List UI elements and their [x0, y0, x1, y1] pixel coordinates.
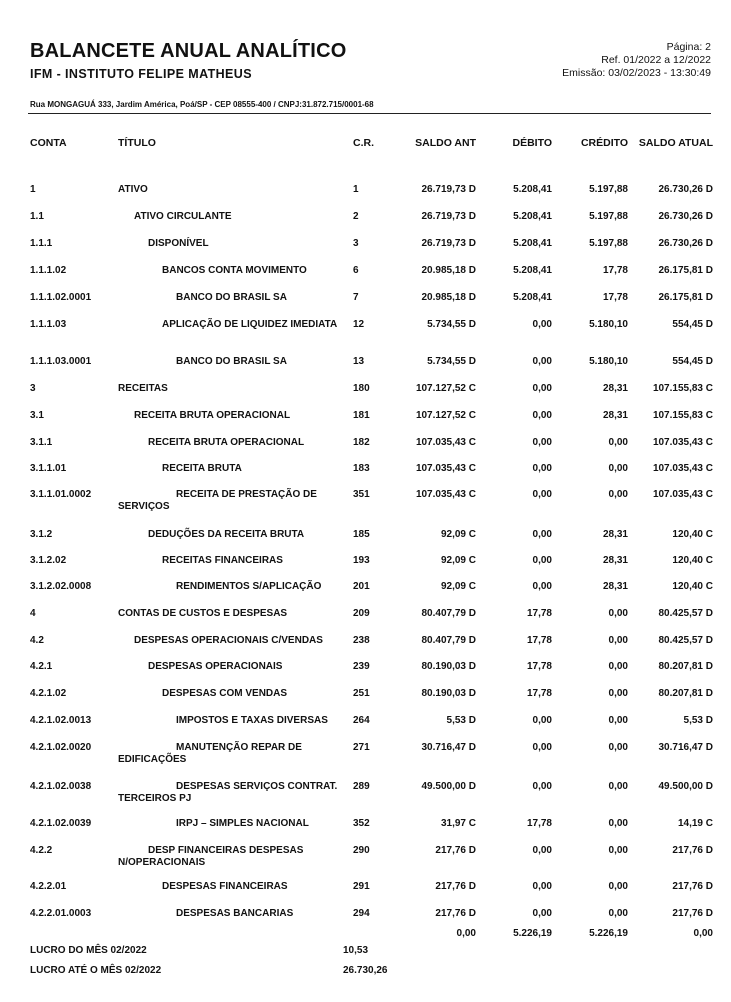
cr-code: 289: [353, 781, 370, 792]
cr-code: 290: [353, 845, 370, 856]
account-code: 1.1.1.03: [30, 319, 67, 330]
saldo-ant-value: 217,76 D: [435, 881, 476, 892]
account-code: 1.1.1: [30, 238, 53, 249]
account-title: DESP FINANCEIRAS DESPESAS N/OPERACIONAIS: [118, 845, 304, 868]
account-code: 4.2.1: [30, 661, 53, 672]
saldo-ant-value: 92,09 C: [440, 529, 476, 540]
report-title: BALANCETE ANUAL ANALÍTICO: [30, 40, 347, 62]
account-title: RECEITA BRUTA OPERACIONAL: [134, 410, 291, 421]
cr-code: 193: [353, 555, 370, 566]
saldo-ant-value: 92,09 C: [440, 581, 476, 592]
total-saldo-atual: 0,00: [693, 928, 713, 939]
saldo-ant-value: 20.985,18 D: [421, 292, 476, 303]
account-code: 4.2.2.01: [30, 881, 67, 892]
cr-code: 239: [353, 661, 370, 672]
saldo-ant-value: 49.500,00 D: [421, 781, 476, 792]
cr-code: 251: [353, 688, 370, 699]
cr-code: 2: [353, 211, 359, 222]
account-code: 4.2.1.02: [30, 688, 67, 699]
saldo-atual-value: 80.425,57 D: [658, 635, 713, 646]
saldo-atual-value: 80.207,81 D: [658, 688, 713, 699]
saldo-ant-value: 80.407,79 D: [421, 608, 476, 619]
debito-value: 0,00: [532, 529, 552, 540]
company-name: IFM - INSTITUTO FELIPE MATHEUS: [30, 67, 252, 81]
cr-code: 291: [353, 881, 370, 892]
cr-code: 352: [353, 818, 370, 829]
debito-value: 5.208,41: [513, 265, 552, 276]
debito-value: 0,00: [532, 715, 552, 726]
credito-value: 0,00: [608, 881, 628, 892]
credito-value: 0,00: [608, 688, 628, 699]
debito-value: 0,00: [532, 437, 552, 448]
credito-value: 28,31: [602, 555, 628, 566]
account-title: IMPOSTOS E TAXAS DIVERSAS: [176, 715, 328, 726]
cr-code: 294: [353, 908, 370, 919]
saldo-atual-value: 217,76 D: [672, 908, 713, 919]
cr-code: 271: [353, 742, 370, 753]
account-code: 3.1: [30, 410, 44, 421]
debito-value: 5.208,41: [513, 238, 552, 249]
account-code: 4.2.1.02.0020: [30, 742, 92, 753]
saldo-ant-value: 5,53 D: [446, 715, 476, 726]
account-title: ATIVO: [118, 184, 148, 195]
account-title: RECEITA BRUTA: [162, 463, 242, 474]
debito-value: 0,00: [532, 881, 552, 892]
debito-value: 0,00: [532, 383, 552, 394]
cr-code: 183: [353, 463, 370, 474]
saldo-ant-value: 107.127,52 C: [415, 383, 476, 394]
cr-code: 7: [353, 292, 359, 303]
saldo-ant-value: 107.035,43 C: [415, 463, 476, 474]
cr-code: 238: [353, 635, 370, 646]
account-title: APLICAÇÃO DE LIQUIDEZ IMEDIATA: [162, 319, 338, 330]
account-code: 4.2.1.02.0038: [30, 781, 92, 792]
credito-value: 5.180,10: [589, 356, 628, 367]
credito-value: 17,78: [602, 265, 628, 276]
credito-value: 28,31: [602, 383, 628, 394]
account-title: RECEITAS FINANCEIRAS: [162, 555, 283, 566]
cr-code: 180: [353, 383, 370, 394]
credito-value: 5.197,88: [589, 238, 628, 249]
account-title: BANCO DO BRASIL SA: [176, 292, 287, 303]
credito-value: 0,00: [608, 715, 628, 726]
column-header-debito: DÉBITO: [512, 137, 552, 149]
debito-value: 0,00: [532, 489, 552, 500]
column-header-saldo-atual: SALDO ATUAL: [638, 137, 713, 149]
account-code: 3.1.1.01: [30, 463, 67, 474]
account-title: IRPJ – SIMPLES NACIONAL: [176, 818, 309, 829]
account-code: 3.1.1.01.0002: [30, 489, 92, 500]
account-code: 3.1.2.02: [30, 555, 67, 566]
debito-value: 5.208,41: [513, 184, 552, 195]
cr-code: 181: [353, 410, 370, 421]
saldo-atual-value: 107.035,43 C: [652, 463, 713, 474]
account-code: 4: [30, 608, 36, 619]
lucro-ate-value: 26.730,26: [343, 965, 388, 976]
column-header-conta: CONTA: [30, 137, 67, 149]
saldo-atual-value: 107.035,43 C: [652, 489, 713, 500]
credito-value: 0,00: [608, 742, 628, 753]
debito-value: 0,00: [532, 319, 552, 330]
credito-value: 28,31: [602, 410, 628, 421]
debito-value: 17,78: [526, 608, 552, 619]
column-header-credito: CRÉDITO: [580, 137, 628, 149]
account-title: DESPESAS SERVIÇOS CONTRAT. TERCEIROS PJ: [118, 781, 338, 804]
total-saldo-ant: 0,00: [456, 928, 476, 939]
column-header-titulo: TÍTULO: [118, 137, 156, 149]
column-header-saldo-ant: SALDO ANT: [415, 137, 476, 149]
saldo-ant-value: 26.719,73 D: [421, 238, 476, 249]
saldo-atual-value: 14,19 C: [677, 818, 713, 829]
saldo-atual-value: 80.425,57 D: [658, 608, 713, 619]
saldo-atual-value: 120,40 C: [672, 555, 713, 566]
credito-value: 28,31: [602, 529, 628, 540]
saldo-ant-value: 107.127,52 C: [415, 410, 476, 421]
account-code: 4.2.2: [30, 845, 53, 856]
account-code: 3.1.2.02.0008: [30, 581, 92, 592]
debito-value: 0,00: [532, 742, 552, 753]
column-header-cr: C.R.: [353, 137, 374, 149]
cr-code: 3: [353, 238, 359, 249]
company-address: Rua MONGAGUÁ 333, Jardim América, Poá/SP - CEP 08555-400 / CNPJ:31.872.715/0001-68: [30, 100, 374, 109]
debito-value: 0,00: [532, 463, 552, 474]
account-title: DESPESAS COM VENDAS: [162, 688, 288, 699]
saldo-ant-value: 92,09 C: [440, 555, 476, 566]
debito-value: 0,00: [532, 908, 552, 919]
account-code: 1: [30, 184, 36, 195]
account-code: 1.1.1.03.0001: [30, 356, 92, 367]
page-number: Página: 2: [666, 41, 711, 53]
saldo-atual-value: 120,40 C: [672, 529, 713, 540]
saldo-ant-value: 217,76 D: [435, 908, 476, 919]
credito-value: 0,00: [608, 608, 628, 619]
cr-code: 264: [353, 715, 370, 726]
account-code: 3.1.1: [30, 437, 53, 448]
lucro-ate-label: LUCRO ATÉ O MÊS 02/2022: [30, 965, 162, 976]
credito-value: 0,00: [608, 845, 628, 856]
saldo-ant-value: 80.407,79 D: [421, 635, 476, 646]
account-code: 3.1.2: [30, 529, 53, 540]
account-title: ATIVO CIRCULANTE: [134, 211, 232, 222]
reference-period: Ref. 01/2022 a 12/2022: [601, 54, 711, 66]
cr-code: 1: [353, 184, 359, 195]
saldo-atual-value: 49.500,00 D: [658, 781, 713, 792]
credito-value: 0,00: [608, 489, 628, 500]
account-title: DESPESAS OPERACIONAIS C/VENDAS: [134, 635, 323, 646]
credito-value: 5.197,88: [589, 211, 628, 222]
credito-value: 17,78: [602, 292, 628, 303]
cr-code: 13: [353, 356, 365, 367]
debito-value: 0,00: [532, 845, 552, 856]
saldo-ant-value: 26.719,73 D: [421, 184, 476, 195]
saldo-atual-value: 26.175,81 D: [658, 292, 713, 303]
saldo-ant-value: 107.035,43 C: [415, 437, 476, 448]
saldo-atual-value: 107.155,83 C: [652, 383, 713, 394]
credito-value: 0,00: [608, 437, 628, 448]
debito-value: 0,00: [532, 781, 552, 792]
account-title: DESPESAS FINANCEIRAS: [162, 881, 288, 892]
debito-value: 5.208,41: [513, 211, 552, 222]
account-title: RECEITA BRUTA OPERACIONAL: [148, 437, 305, 448]
lucro-mes-value: 10,53: [343, 945, 369, 956]
saldo-ant-value: 80.190,03 D: [421, 688, 476, 699]
cr-code: 182: [353, 437, 370, 448]
saldo-atual-value: 554,45 D: [672, 356, 713, 367]
saldo-atual-value: 80.207,81 D: [658, 661, 713, 672]
saldo-atual-value: 217,76 D: [672, 881, 713, 892]
saldo-ant-value: 5.734,55 D: [427, 356, 476, 367]
cr-code: 6: [353, 265, 359, 276]
cr-code: 201: [353, 581, 370, 592]
account-title: DEDUÇÕES DA RECEITA BRUTA: [148, 529, 305, 540]
account-title: MANUTENÇÃO REPAR DE EDIFICAÇÕES: [118, 742, 302, 765]
saldo-atual-value: 107.035,43 C: [652, 437, 713, 448]
saldo-ant-value: 5.734,55 D: [427, 319, 476, 330]
saldo-ant-value: 217,76 D: [435, 845, 476, 856]
account-code: 4.2.1.02.0039: [30, 818, 92, 829]
account-code: 4.2: [30, 635, 44, 646]
credito-value: 0,00: [608, 818, 628, 829]
credito-value: 5.180,10: [589, 319, 628, 330]
total-debito: 5.226,19: [513, 928, 552, 939]
debito-value: 0,00: [532, 581, 552, 592]
lucro-mes-label: LUCRO DO MÊS 02/2022: [30, 945, 147, 956]
account-code: 4.2.2.01.0003: [30, 908, 92, 919]
account-code: 1.1: [30, 211, 44, 222]
saldo-ant-value: 31,97 C: [440, 818, 476, 829]
cr-code: 209: [353, 608, 370, 619]
saldo-atual-value: 26.175,81 D: [658, 265, 713, 276]
account-title: BANCOS CONTA MOVIMENTO: [162, 265, 307, 276]
debito-value: 17,78: [526, 635, 552, 646]
account-title: RENDIMENTOS S/APLICAÇÃO: [176, 581, 322, 592]
account-code: 4.2.1.02.0013: [30, 715, 92, 726]
debito-value: 17,78: [526, 661, 552, 672]
saldo-ant-value: 26.719,73 D: [421, 211, 476, 222]
saldo-atual-value: 120,40 C: [672, 581, 713, 592]
saldo-ant-value: 107.035,43 C: [415, 489, 476, 500]
debito-value: 17,78: [526, 688, 552, 699]
credito-value: 0,00: [608, 661, 628, 672]
debito-value: 0,00: [532, 555, 552, 566]
saldo-atual-value: 554,45 D: [672, 319, 713, 330]
account-title: DESPESAS OPERACIONAIS: [148, 661, 283, 672]
credito-value: 28,31: [602, 581, 628, 592]
account-title: BANCO DO BRASIL SA: [176, 356, 287, 367]
saldo-atual-value: 30.716,47 D: [658, 742, 713, 753]
total-credito: 5.226,19: [589, 928, 628, 939]
debito-value: 17,78: [526, 818, 552, 829]
credito-value: 0,00: [608, 781, 628, 792]
account-code: 1.1.1.02.0001: [30, 292, 92, 303]
account-title: RECEITA DE PRESTAÇÃO DE SERVIÇOS: [118, 489, 317, 512]
saldo-ant-value: 30.716,47 D: [421, 742, 476, 753]
saldo-atual-value: 107.155,83 C: [652, 410, 713, 421]
saldo-atual-value: 26.730,26 D: [658, 211, 713, 222]
credito-value: 0,00: [608, 463, 628, 474]
account-code: 3: [30, 383, 36, 394]
account-title: DISPONÍVEL: [148, 238, 209, 249]
emission-date: Emissão: 03/02/2023 - 13:30:49: [562, 67, 711, 79]
credito-value: 0,00: [608, 635, 628, 646]
saldo-atual-value: 217,76 D: [672, 845, 713, 856]
debito-value: 0,00: [532, 356, 552, 367]
account-code: 1.1.1.02: [30, 265, 67, 276]
account-title: DESPESAS BANCARIAS: [176, 908, 294, 919]
cr-code: 185: [353, 529, 370, 540]
debito-value: 0,00: [532, 410, 552, 421]
account-title: CONTAS DE CUSTOS E DESPESAS: [118, 608, 288, 619]
saldo-ant-value: 80.190,03 D: [421, 661, 476, 672]
saldo-ant-value: 20.985,18 D: [421, 265, 476, 276]
credito-value: 0,00: [608, 908, 628, 919]
cr-code: 351: [353, 489, 370, 500]
debito-value: 5.208,41: [513, 292, 552, 303]
credito-value: 5.197,88: [589, 184, 628, 195]
saldo-atual-value: 26.730,26 D: [658, 184, 713, 195]
saldo-atual-value: 5,53 D: [683, 715, 713, 726]
saldo-atual-value: 26.730,26 D: [658, 238, 713, 249]
account-title: RECEITAS: [118, 383, 168, 394]
cr-code: 12: [353, 319, 365, 330]
